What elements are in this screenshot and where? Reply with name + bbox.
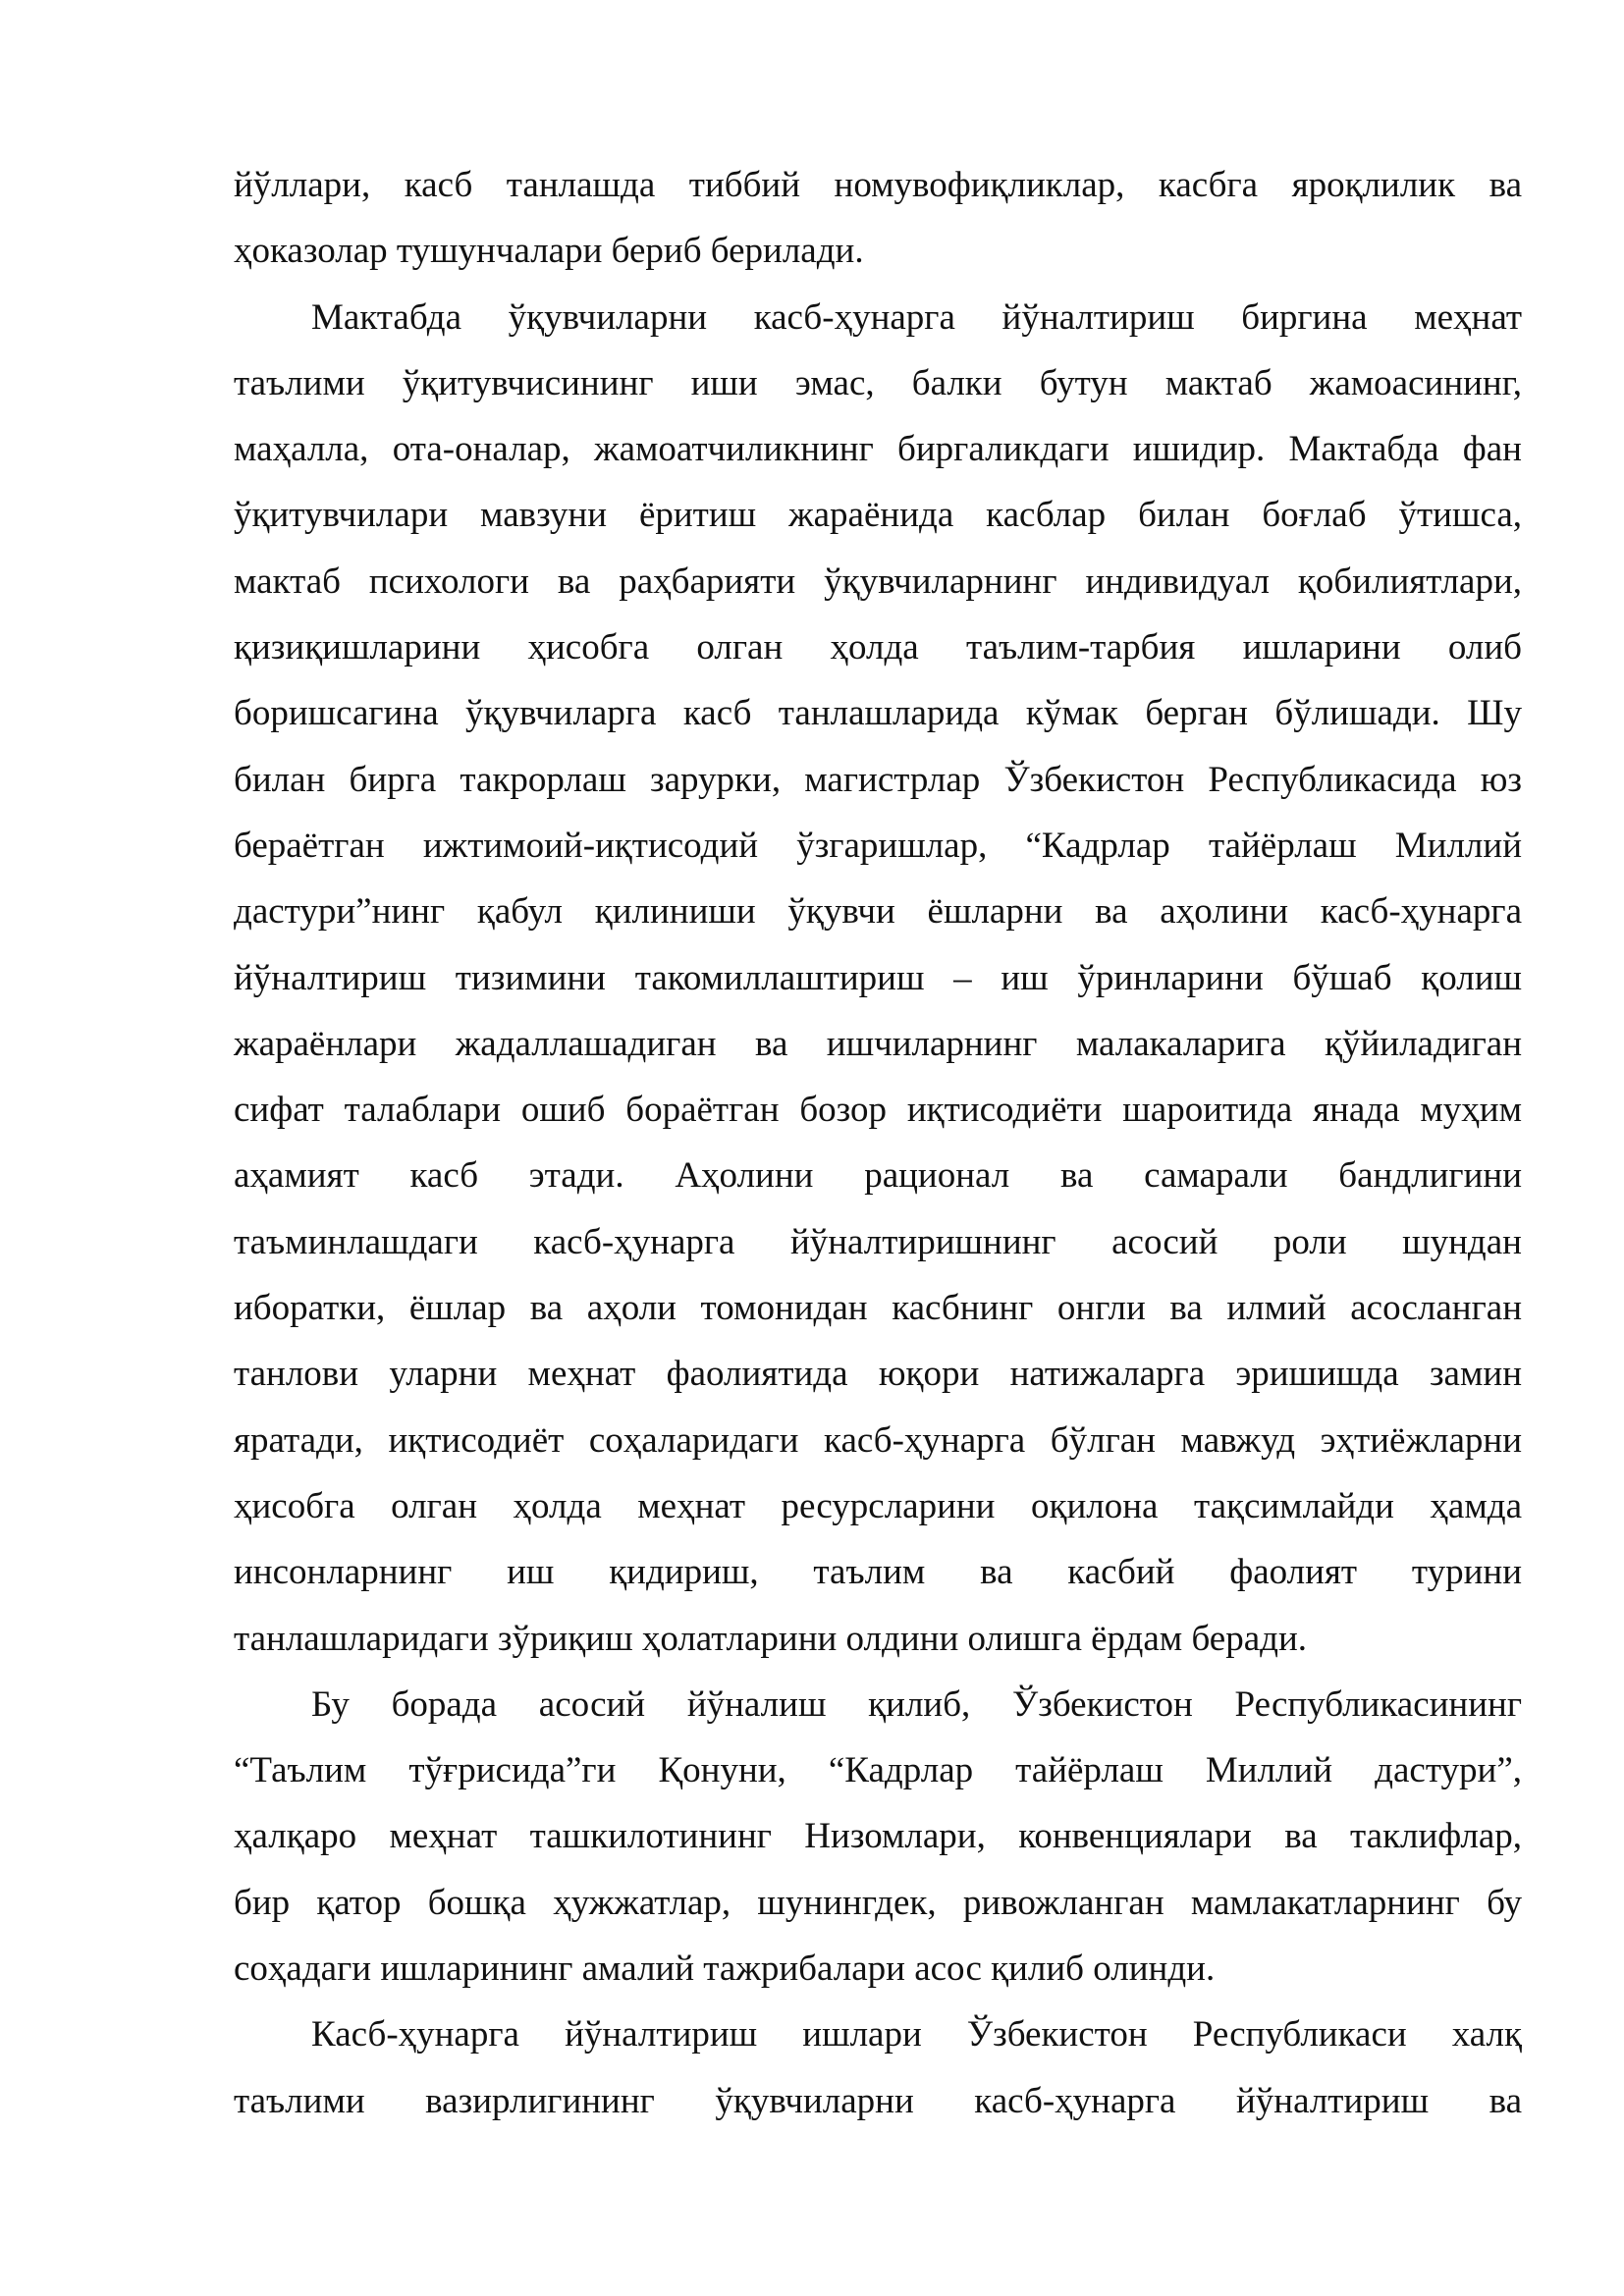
text-line: Бу борада асосий йўналиш қилиб, Ўзбекистон Республикасининг: [311, 1683, 1522, 1725]
text-line: соҳадаги ишларининг амалий тажрибалари асос қилиб олинди.: [234, 1949, 1216, 1990]
text-line: бир қатор бошқа ҳужжатлар, шунингдек, ривожланган мамлакатларнинг бу: [234, 1882, 1522, 1923]
text-line: таъминлашдаги касб-ҳунарга йўналтиришнинг асосий роли шундан: [234, 1221, 1522, 1262]
text-line: ҳисобга олган ҳолда меҳнат ресурсларини оқилона тақсимлайди ҳамда: [234, 1485, 1522, 1526]
text-line: аҳамият касб этади. Аҳолини рационал ва самарали бандлигини: [234, 1155, 1522, 1197]
text-line: иборатки, ёшлар ва аҳоли томонидан касбнинг онгли ва илмий асосланган: [234, 1288, 1522, 1329]
text-line: Касб-ҳунарга йўналтириш ишлари Ўзбекистон Республикаси халқ: [311, 2014, 1522, 2056]
text-line: жараёнлари жадаллашадиган ва ишчиларнинг малакаларига қўйиладиган: [234, 1023, 1522, 1064]
document-page: [234, 152, 1522, 2134]
text-line: яратади, иқтисодиёт соҳаларидаги касб-ҳунарга бўлган мавжуд эҳтиёжларни: [234, 1419, 1522, 1461]
text-line: қизиқишларини ҳисобга олган ҳолда таълим-тарбия ишларини олиб: [234, 627, 1522, 668]
text-line: таълими вазирлигининг ўқувчиларни касб-ҳунарга йўналтириш ва: [234, 2080, 1522, 2121]
text-line: ҳоказолар тушунчалари бериб берилади.: [234, 231, 864, 272]
text-line: йўналтириш тизимини такомиллаштириш – иш ўринларини бўшаб қолиш: [234, 957, 1522, 998]
text-line: мактаб психологи ва раҳбарияти ўқувчиларнинг индивидуал қобилиятлари,: [234, 561, 1522, 602]
text-line: дастури”нинг қабул қилиниши ўқувчи ёшларни ва аҳолини касб-ҳунарга: [234, 891, 1522, 933]
text-line: инсонларнинг иш қидириш, таълим ва касбий фаолият турини: [234, 1552, 1522, 1593]
text-line: билан бирга такрорлаш зарурки, магистрлар Ўзбекистон Республикасида юз: [234, 759, 1522, 800]
text-line: бераётган ижтимоий-иқтисодий ўзгаришлар, “Кадрлар тайёрлаш Миллий: [234, 825, 1522, 866]
text-line: йўллари, касб танлашда тиббий номувофиқликлар, касбга яроқлилик ва: [234, 165, 1522, 205]
text-line: “Таълим тўғрисида”ги Қонуни, “Кадрлар тайёрлаш Миллий дастури”,: [234, 1750, 1522, 1791]
text-line: сифат талаблари ошиб бораётган бозор иқтисодиёти шароитида янада муҳим: [234, 1090, 1522, 1131]
text-line: маҳалла, ота-оналар, жамоатчиликнинг биргаликдаги ишидир. Мактабда фан: [234, 429, 1522, 470]
text-line: боришсагина ўқувчиларга касб танлашларида кўмак берган бўлишади. Шу: [234, 693, 1522, 734]
text-line: Мактабда ўқувчиларни касб-ҳунарга йўналтириш биргина меҳнат: [311, 296, 1522, 338]
text-line: ҳалқаро меҳнат ташкилотининг Низомлари, конвенциялари ва таклифлар,: [234, 1816, 1522, 1857]
text-line: таълими ўқитувчисининг иши эмас, балки бутун мактаб жамоасининг,: [234, 362, 1522, 403]
text-line: танлови уларни меҳнат фаолиятида юқори натижаларга эришишда замин: [234, 1354, 1522, 1395]
text-line: танлашларидаги зўриқиш ҳолатларини олдини олишга ёрдам беради.: [234, 1618, 1308, 1659]
text-line: ўқитувчилари мавзуни ёритиш жараёнида касблар билан боғлаб ўтишса,: [234, 495, 1522, 536]
